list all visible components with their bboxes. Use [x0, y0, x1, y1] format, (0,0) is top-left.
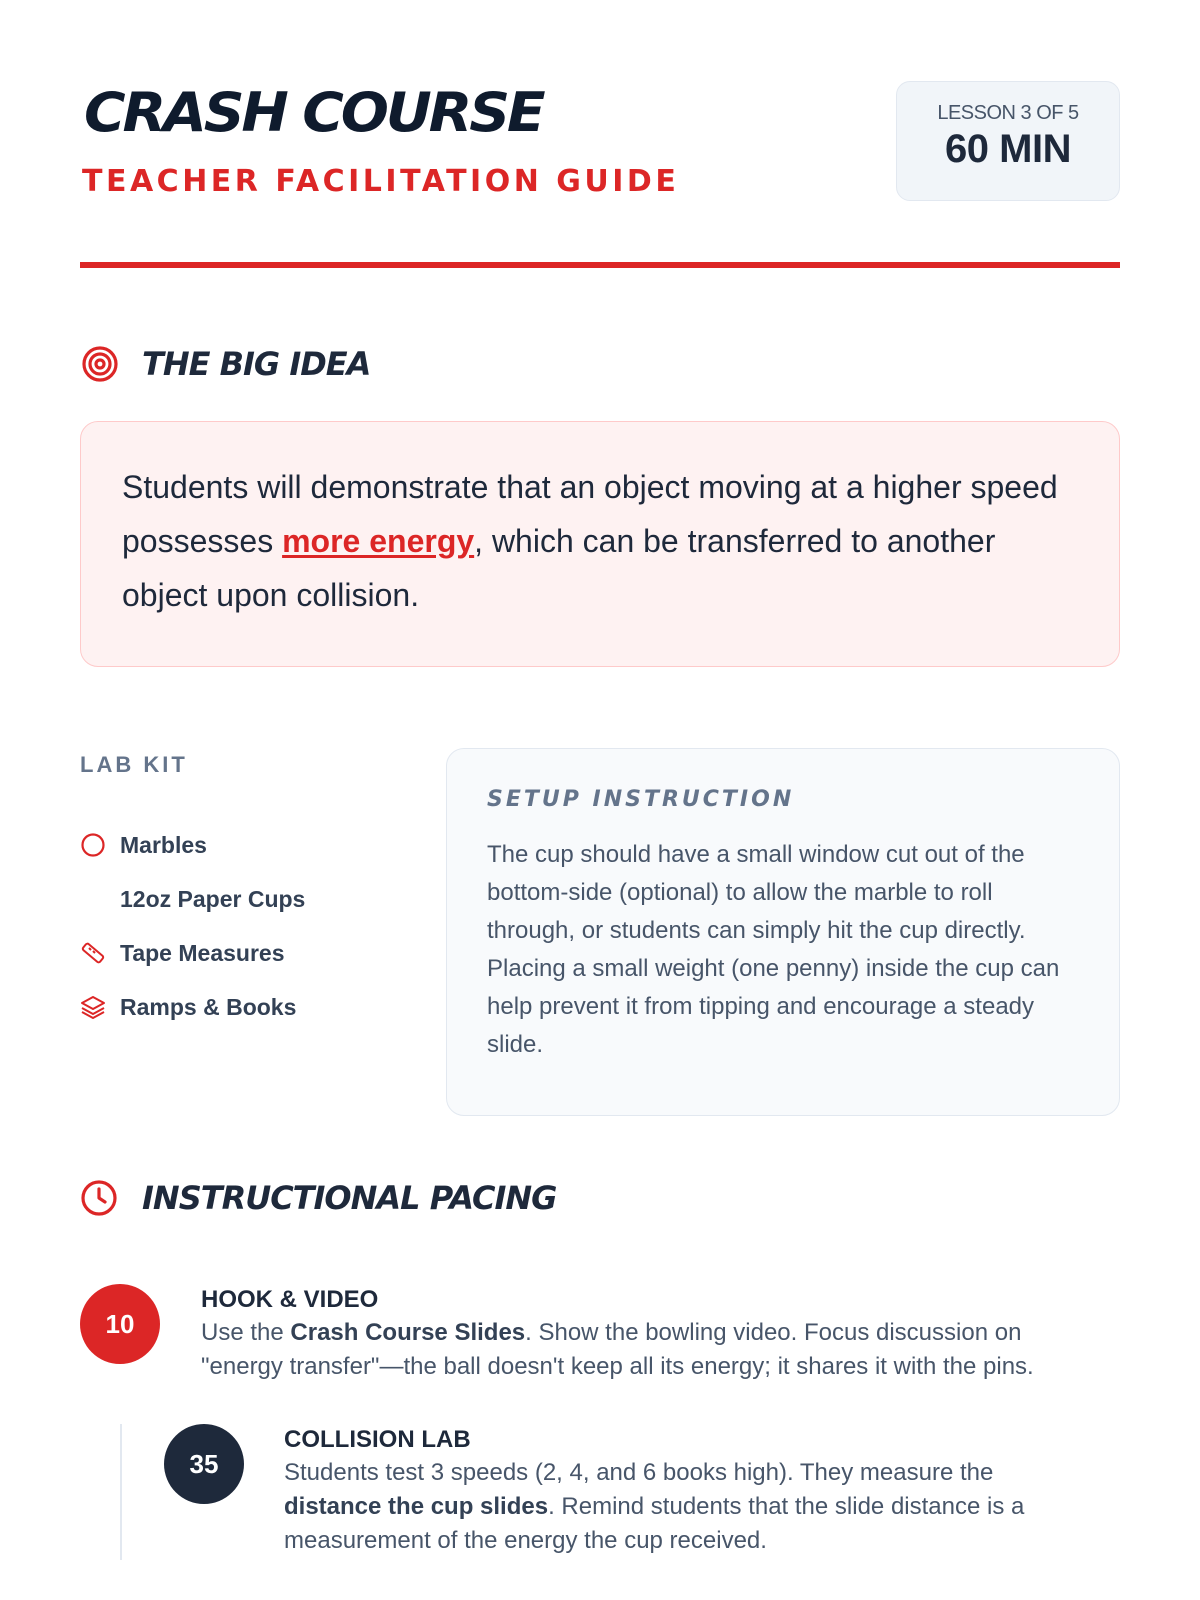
lesson-info-card	[896, 81, 1120, 201]
target-icon	[80, 344, 120, 384]
step-desc-start: Students test 3 speeds (2, 4, and 6 books high). They measure the	[284, 1459, 994, 1486]
pacing-title: INSTRUCTIONAL PACING	[142, 1179, 557, 1217]
big-idea-text-end: , which can be transferred to another object upon collision.	[122, 523, 996, 613]
kit-item-label: Marbles	[120, 831, 207, 858]
step-desc-emphasis: Crash Course Slides	[290, 1319, 526, 1346]
pacing-step	[80, 1284, 1120, 1384]
big-idea-emphasis: more energy	[282, 523, 475, 559]
lesson-duration: 60 MIN	[945, 127, 1071, 171]
step-desc-start: Use the	[201, 1319, 291, 1346]
big-idea-text	[122, 460, 1079, 622]
pacing-step	[80, 1424, 1120, 1564]
minutes-badge: 10	[80, 1284, 160, 1364]
guide-page	[80, 0, 1120, 1600]
kit-item-label: Tape Measures	[120, 939, 285, 966]
step-description	[284, 1456, 1044, 1558]
step-desc-end: . Remind students that the slide distance is a measurement of the energy the cup received.	[284, 1493, 1025, 1554]
step-desc-end: . Show the bowling video. Focus discussion on "energy transfer"—the ball doesn't keep all its energy; it shares it with the pins.	[201, 1319, 1034, 1380]
ruler-icon	[80, 940, 106, 966]
step-title: HOOK & VIDEO	[201, 1286, 379, 1313]
lab-kit-list	[80, 818, 305, 1034]
setup-heading: SETUP INSTRUCTION	[487, 787, 795, 812]
layers-icon	[80, 994, 106, 1020]
page-subtitle: TEACHER FACILITATION GUIDE	[82, 164, 680, 199]
setup-text: The cup should have a small window cut out of the bottom-side (optional) to allow the marble to roll through, or students can simply hit the cup directly. Placing a small weight (one penny) inside the cup can help prevent it from tipping and encourage a steady slide.	[487, 841, 1060, 1058]
clock-icon	[80, 1178, 120, 1218]
pacing-heading	[80, 1176, 556, 1220]
big-idea-text-start: Students will demonstrate that an object moving at a higher speed possesses	[122, 469, 1058, 559]
step-title: COLLISION LAB	[284, 1426, 471, 1453]
lesson-number: LESSON 3 OF 5	[937, 102, 1079, 124]
step-desc-emphasis: distance the cup slides	[284, 1493, 549, 1520]
big-idea-callout	[80, 421, 1120, 667]
page-title: CRASH COURSE	[84, 81, 543, 144]
minutes-badge: 35	[164, 1424, 244, 1504]
big-idea-heading	[80, 342, 370, 386]
list-item	[80, 980, 305, 1034]
cup-icon	[80, 886, 106, 912]
kit-item-label: 12oz Paper Cups	[120, 885, 306, 912]
lab-kit-heading: LAB KIT	[80, 752, 188, 777]
list-item	[80, 818, 305, 872]
header-divider	[80, 262, 1120, 268]
list-item	[80, 926, 305, 980]
big-idea-title: THE BIG IDEA	[142, 345, 371, 383]
kit-item-label: Ramps & Books	[120, 993, 297, 1020]
step-description	[201, 1316, 1101, 1384]
setup-instruction-card	[446, 748, 1120, 1116]
circle-icon	[80, 832, 106, 858]
list-item	[80, 872, 305, 926]
